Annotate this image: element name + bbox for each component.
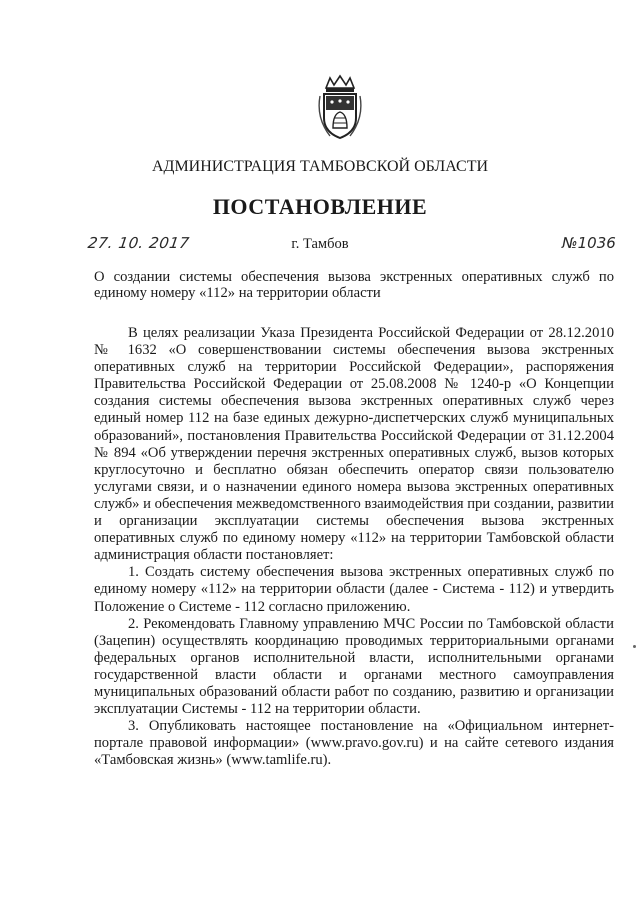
scan-speck	[633, 645, 636, 648]
document-date: 27. 10. 2017	[86, 234, 191, 252]
document-city: г. Тамбов	[291, 236, 349, 252]
document-body	[94, 325, 614, 769]
document-number: №1036	[562, 234, 616, 252]
document-meta-row	[0, 236, 640, 258]
document-subject: О создании системы обеспечения вызова экстренных оперативных служб по единому номеру «112» на территории области	[94, 269, 614, 301]
preamble-paragraph: В целях реализации Указа Президента Российской Федерации от 28.12.2010 № 1632 «О совершенствовании системы обеспечения вызова экстренных оперативных служб на территории Российской Федерации», распоряжения Правительства Российской Федерации от 25.08.2008 № 1240-р «О Концепции создания системы обеспечения вызова экстренных оперативных служб через единый номер 112 на базе единых дежурно-диспетчерских служб муниципальных образований», постановления Правительства Российской Федерации от 31.12.2004 № 894 «Об утверждении перечня экстренных оперативных служб, вызов которых круглосуточно и бесплатно обязан обеспечить оператор связи пользователю услугами связи, и о назначении единого номера вызова экстренных оперативных служб» и обеспечения межведомственного взаимодействия при создании, развитии и организации эксплуатации системы обеспечения вызова экстренных оперативных служб по единому номеру «112» на территории Тамбовской области администрация области постановляет:	[94, 325, 614, 564]
clause-3-paragraph: 3. Опубликовать настоящее постановление на «Официальном интернет-портале правовой информации» (www.pravo.gov.ru) и на сайте сетевого издания «Тамбовская жизнь» (www.tamlife.ru).	[94, 718, 614, 769]
tambov-coat-of-arms-icon	[316, 74, 364, 140]
document-type-heading: ПОСТАНОВЛЕНИЕ	[212, 194, 428, 219]
clause-2-paragraph: 2. Рекомендовать Главному управлению МЧС России по Тамбовской области (Зацепин) осуществлять координацию проводимых территориальными органами федеральных органов исполнительной власти, исполнительными органами государственной власти области и органами местного самоуправления муниципальных образований области работ по созданию, развитию и организации эксплуатации Системы - 112 на территории области.	[94, 615, 614, 718]
clause-1-paragraph: 1. Создать систему обеспечения вызова экстренных оперативных служб по единому номеру «112» на территории области (далее - Система - 112) и утвердить Положение о Системе - 112 согласно приложению.	[94, 564, 614, 615]
organization-title: АДМИНИСТРАЦИЯ ТАМБОВСКОЙ ОБЛАСТИ	[151, 158, 489, 175]
